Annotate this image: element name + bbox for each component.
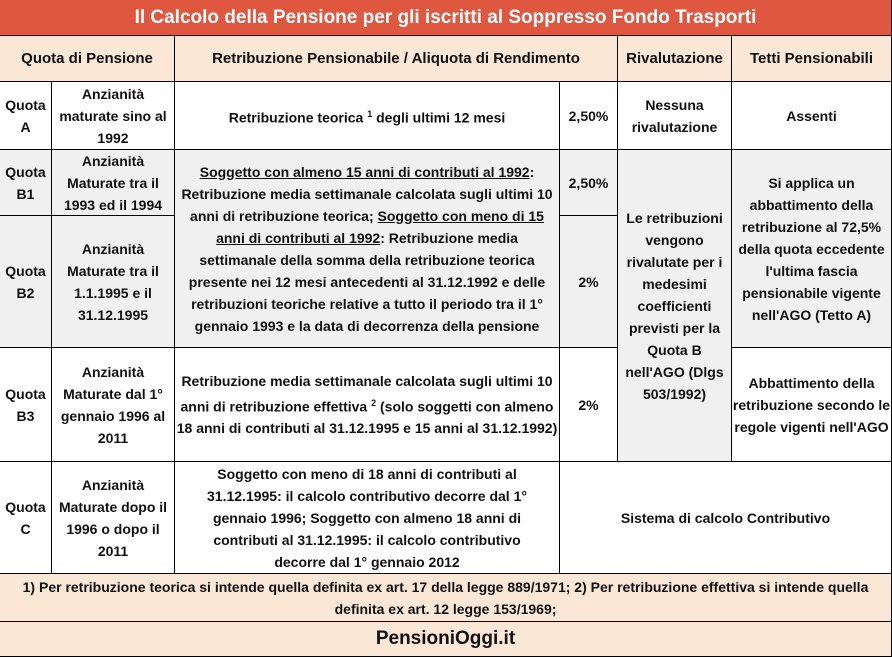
footnote-2-marker: 2 xyxy=(371,397,377,408)
quota-b1-aliquota: 2,50% xyxy=(560,150,618,216)
quota-c-anzianita: Anzianità Maturate dopo il 1996 o dopo il 2011 xyxy=(52,462,175,574)
quota-a-tetti: Assenti xyxy=(732,82,892,150)
quota-b3-aliquota: 2% xyxy=(560,348,618,462)
quota-b-rivalutazione: Le retribuzioni vengono rivalutate per i medesimi coefficienti previsti per la Quota B nell'AGO (Dlgs 503/1992) xyxy=(618,150,732,462)
quota-b2-aliquota: 2% xyxy=(560,216,618,348)
header-quota: Quota di Pensione xyxy=(0,36,175,82)
brand-label: PensioniOggi.it xyxy=(0,622,892,657)
quota-a-aliquota: 2,50% xyxy=(560,82,618,150)
quota-a-retribuzione xyxy=(175,82,560,150)
header-retribuzione: Retribuzione Pensionabile / Aliquota di Rendimento xyxy=(175,36,618,82)
b12-rule-1: : Retribuzione media settimanale calcolata sugli ultimi 10 anni di retribuzione teorica; xyxy=(181,163,553,224)
quota-a-anzianita: Anzianità maturate sino al 1992 xyxy=(52,82,175,150)
quota-c-sistema: Sistema di calcolo Contributivo xyxy=(560,462,892,574)
quota-b3-anzianita: Anzianità Maturate dal 1° gennaio 1996 al 2011 xyxy=(52,348,175,462)
quota-b3-retribuzione-text: Retribuzione media settimanale calcolata sugli ultimi 10 anni di retribuzione effettiva xyxy=(180,372,553,415)
quota-b3-retribuzione xyxy=(175,348,560,462)
quota-b12-retribuzione xyxy=(175,150,560,348)
quota-b3-label: Quota B3 xyxy=(0,348,52,462)
quota-b3-retribuzione-tail: (solo soggetti con almeno 18 anni di contributi al 31.12.1995 e 15 anni al 31.12.1992) xyxy=(176,398,558,437)
quota-c-label: Quota C xyxy=(0,462,52,574)
b12-condition-1: Soggetto con almeno 15 anni di contributi al 1992 xyxy=(199,163,530,180)
quota-b1-label: Quota B1 xyxy=(0,150,52,216)
quota-b2-anzianita: Anzianità Maturate tra il 1.1.1995 e il 31.12.1995 xyxy=(52,216,175,348)
quota-b12-tetti: Si applica un abbattimento della retribuzione al 72,5% della quota eccedente l'ultima fascia pensionabile vigente nell'AGO (Tetto A) xyxy=(732,150,892,348)
b12-condition-2: Soggetto con meno di 15 anni di contributi al 1992 xyxy=(216,207,544,246)
quota-a-retribuzione-text: Retribuzione teorica xyxy=(228,109,368,126)
footnote-1-marker: 1 xyxy=(367,108,373,119)
table-title: Il Calcolo della Pensione per gli iscritti al Soppresso Fondo Trasporti xyxy=(0,0,892,36)
header-tetti: Tetti Pensionabili xyxy=(732,36,892,82)
quota-a-rivalutazione: Nessuna rivalutazione xyxy=(618,82,732,150)
header-rivalutazione: Rivalutazione xyxy=(618,36,732,82)
quota-b2-label: Quota B2 xyxy=(0,216,52,348)
footnote-row: 1) Per retribuzione teorica si intende quella definita ex art. 17 della legge 889/1971; 2) Per retribuzione effettiva si intende quella definita ex art. 12 legge 153/1969; xyxy=(0,574,892,622)
quota-c-retribuzione: Soggetto con meno di 18 anni di contributi al 31.12.1995: il calcolo contributivo decorre dal 1° gennaio 1996; Soggetto con almeno 18 anni di contributi al 31.12.1995: il calcolo contributivo decorre dal 1° gennaio 2012 xyxy=(175,462,560,574)
quota-b1-anzianita: Anzianità Maturate tra il 1993 ed il 1994 xyxy=(52,150,175,216)
quota-b3-tetti: Abbattimento della retribuzione secondo le regole vigenti nell'AGO xyxy=(732,348,892,462)
quota-a-label: Quota A xyxy=(0,82,52,150)
quota-a-retribuzione-tail: degli ultimi 12 mesi xyxy=(372,109,506,126)
b12-rule-2: : Retribuzione media settimanale della somma della retribuzione teorica presente nei 12 mesi antecedenti al 31.12.1992 e delle retribuzioni teoriche relative a tutto il periodo tra il 1° gennaio 1993 e la data di decorrenza della pensione xyxy=(188,229,546,334)
